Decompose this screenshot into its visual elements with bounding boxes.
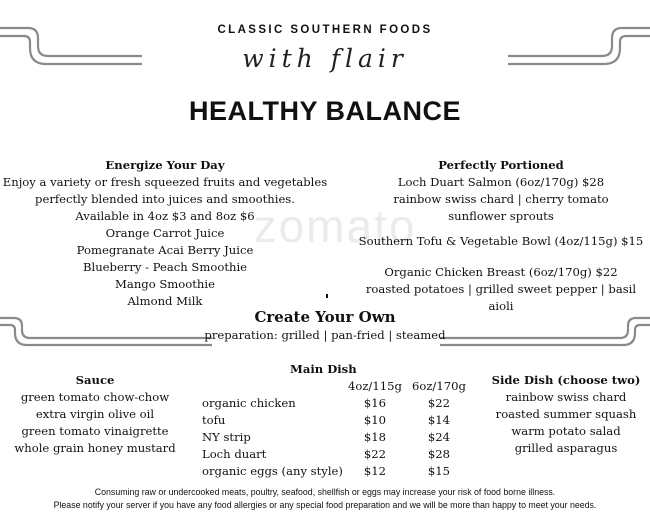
energize-line: Enjoy a variety or fresh squeezed fruits and vegetables — [2, 175, 328, 189]
create-heading: Create Your Own — [254, 308, 396, 326]
side-dish-section — [482, 372, 650, 457]
portioned-line: sunflower sprouts — [448, 209, 554, 223]
dish-price-4oz: $10 — [363, 413, 386, 427]
allergy-notice — [0, 486, 650, 511]
watermark: zomato — [253, 200, 417, 252]
energize-line: Available in 4oz $3 and 8oz $6 — [75, 209, 255, 223]
sauce-heading: Sauce — [75, 373, 115, 387]
portioned-line: Loch Duart Salmon (6oz/170g) $28 — [397, 175, 605, 189]
dish-price-4oz: $12 — [363, 464, 386, 478]
menu-title: HEALTHY BALANCE — [188, 96, 461, 126]
energize-line: Orange Carrot Juice — [105, 226, 225, 240]
dish-price-6oz: $14 — [427, 413, 450, 427]
dish-price-4oz: $22 — [363, 447, 386, 461]
dish-name: tofu — [202, 413, 226, 427]
dish-price-6oz: $28 — [427, 447, 450, 461]
portioned-section — [352, 157, 650, 315]
brand-script: with flair — [242, 44, 408, 73]
side-dish-item: warm potato salad — [511, 424, 621, 438]
portioned-line: Organic Chicken Breast (6oz/170g) $22 — [384, 265, 618, 279]
main-dish-header-row — [202, 378, 471, 395]
dish-name: NY strip — [202, 430, 251, 444]
dish-name: Loch duart — [202, 447, 267, 461]
table-row — [202, 429, 471, 446]
portioned-spacer — [352, 225, 650, 233]
side-dish-heading: Side Dish (choose two) — [491, 373, 641, 387]
dish-price-6oz: $15 — [427, 464, 450, 478]
table-row — [202, 463, 471, 480]
side-dish-item: roasted summer squash — [495, 407, 637, 421]
main-dish-table — [202, 378, 471, 480]
sauce-item: extra virgin olive oil — [35, 407, 155, 421]
dish-price-4oz: $16 — [363, 396, 386, 410]
sauce-item: green tomato chow-chow — [20, 390, 170, 404]
table-row — [202, 412, 471, 429]
main-dish-col1: 4oz/115g — [347, 379, 402, 393]
create-preparation: preparation: grilled | pan-fried | steamed — [204, 328, 446, 342]
dish-price-6oz: $22 — [427, 396, 450, 410]
dish-name: organic eggs (any style) — [202, 464, 343, 478]
dish-name: organic chicken — [202, 396, 296, 410]
portioned-line: rainbow swiss chard | cherry tomato — [393, 192, 609, 206]
brand-tagline: CLASSIC SOUTHERN FOODS — [217, 24, 433, 36]
separator-dot — [326, 294, 328, 298]
dish-price-6oz: $24 — [427, 430, 450, 444]
energize-line: Mango Smoothie — [115, 277, 215, 291]
table-row — [202, 395, 471, 412]
portioned-line: Southern Tofu & Vegetable Bowl (4oz/115g) $15 — [358, 234, 644, 248]
energize-line: Blueberry - Peach Smoothie — [82, 260, 248, 274]
portioned-line: roasted potatoes | grilled sweet pepper | basil aioli — [365, 282, 637, 313]
side-dish-item: rainbow swiss chard — [505, 390, 627, 404]
energize-line: perfectly blended into juices and smoothies. — [35, 192, 295, 206]
sauce-section — [0, 372, 190, 457]
notice-line: Consuming raw or undercooked meats, poultry, seafood, shellfish or eggs may increase your risk of food borne illness. — [94, 487, 556, 497]
energize-heading: Energize Your Day — [105, 158, 225, 172]
energize-line: Pomegranate Acai Berry Juice — [76, 243, 254, 257]
dish-price-4oz: $18 — [363, 430, 386, 444]
energize-line: Almond Milk — [127, 294, 203, 308]
portioned-heading: Perfectly Portioned — [438, 158, 564, 172]
sauce-item: green tomato vinaigrette — [21, 424, 169, 438]
main-dish-heading: Main Dish — [290, 362, 357, 376]
side-dish-item: grilled asparagus — [514, 441, 618, 455]
table-row — [202, 446, 471, 463]
portioned-spacer — [352, 250, 650, 264]
notice-line: Please notify your server if you have any food allergies or any special food preparation and we will be more than happy to meet your needs. — [53, 499, 597, 510]
sauce-item: whole grain honey mustard — [14, 441, 176, 455]
main-dish-col2: 6oz/170g — [411, 379, 466, 393]
energize-section — [0, 157, 330, 310]
